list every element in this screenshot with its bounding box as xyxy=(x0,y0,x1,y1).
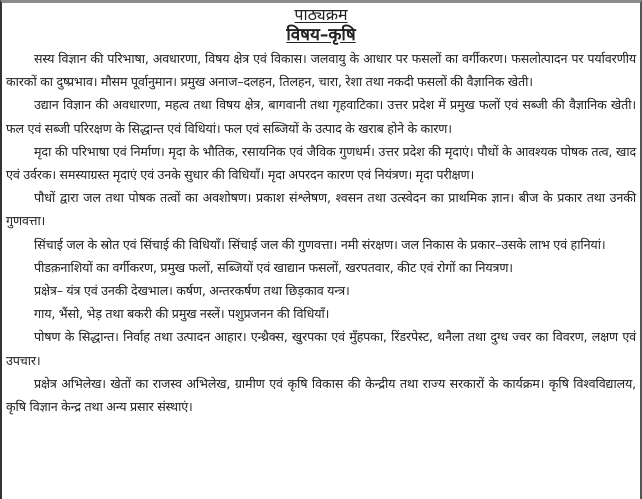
paragraph-agronomy: सस्य विज्ञान की परिभाषा, अवधारणा, विषय क्षेत्र एवं विकास। जलवायु के आधार पर फसलों का वर्गीकरण। फसलोत्पादन पर पर्यावरणीय कारकों का दुष्प्रभाव। मौसम पूर्वानुमान। प्रमुख अनाज–दलहन, तिलहन, चारा, रेशा तथा नकदी फसलों की वैज्ञानिक खेती। xyxy=(6,51,636,90)
syllabus-body xyxy=(2,45,640,418)
paragraph-farm-machinery: प्रक्षेत्र– यंत्र एवं उनकी देखभाल। कर्षण, अन्तरकर्षण तथा छिड़काव यन्त्र। xyxy=(34,283,350,299)
paragraph-farm-records: प्रक्षेत्र अभिलेख। खेतों का राजस्व अभिलेख, ग्रामीण एवं कृषि विकास की केन्द्रीय तथा राज्य सरकारों के कार्यक्रम। कृषि विश्वविद्यालय, कृषि विज्ञान केन्द्र तथा अन्य प्रसार संस्थाएं। xyxy=(6,375,636,415)
paragraph-animal-nutrition: पोषण के सिद्धान्त। निर्वाह तथा उत्पादन आहार। एन्थ्रैक्स, खुरपका एवं मुँहपका, रिंडरपेस्ट, थनैला तथा दुग्ध ज्वर का विवरण, लक्षण एवं उपचार। xyxy=(6,329,636,368)
paragraph-horticulture: उद्यान विज्ञान की अवधारणा, महत्व तथा विषय क्षेत्र, बागवानी तथा गृहवाटिका। उत्तर प्रदेश में प्रमुख फलों एवं सब्जी की वैज्ञानिक खेती। फल एवं सब्जी परिरक्षण के सिद्धान्त एवं विधियां। फल एवं सब्जियों के उत्पाद के खराब होने के कारण। xyxy=(6,97,636,136)
paragraph-plant-physiology: पौधों द्वारा जल तथा पोषक तत्वों का अवशोषण। प्रकाश संश्लेषण, श्वसन तथा उत्स्वेदन का प्राथमिक ज्ञान। बीज के प्रकार तथा उनकी गुणवत्ता। xyxy=(6,190,636,229)
paragraph-pesticides: पीडक़नाशियों का वर्गीकरण, प्रमुख फलों, सब्जियों एवं खाद्यान फसलों, खरपतवार, कीट एवं रोगों का नियत्रण। xyxy=(34,259,513,275)
subject-heading: विषय–कृषि xyxy=(286,25,356,45)
paragraph-soil-science: मृदा की परिभाषा एवं निर्माण। मृदा के भौतिक, रसायनिक एवं जैविक गुणधर्म। उत्तर प्रदेश की मृदाएं। पौधों के आवश्यक पोषक तत्व, खाद एवं उर्वरक। समस्याग्रस्त मृदाएं एवं उनके सुधार की विधियॉं। मृदा अपरदन कारण एवं नियंत्रण। मृदा परीक्षण। xyxy=(6,143,636,183)
paragraph-animal-breeds: गाय, भैंसो, भेड़ तथा बकरी की प्रमुख नस्लें। पशुप्रजनन की विधियॉं। xyxy=(34,306,330,322)
page-title: पाठ्यक्रम xyxy=(294,5,348,24)
paragraph-irrigation: सिंचाई जल के स्रोत एवं सिंचाई की विधियॉं। सिंचाई जल की गुणवत्ता। नमी संरक्षण। जल निकास के प्रकार–उसके लाभ एवं हानियां। xyxy=(34,236,606,252)
